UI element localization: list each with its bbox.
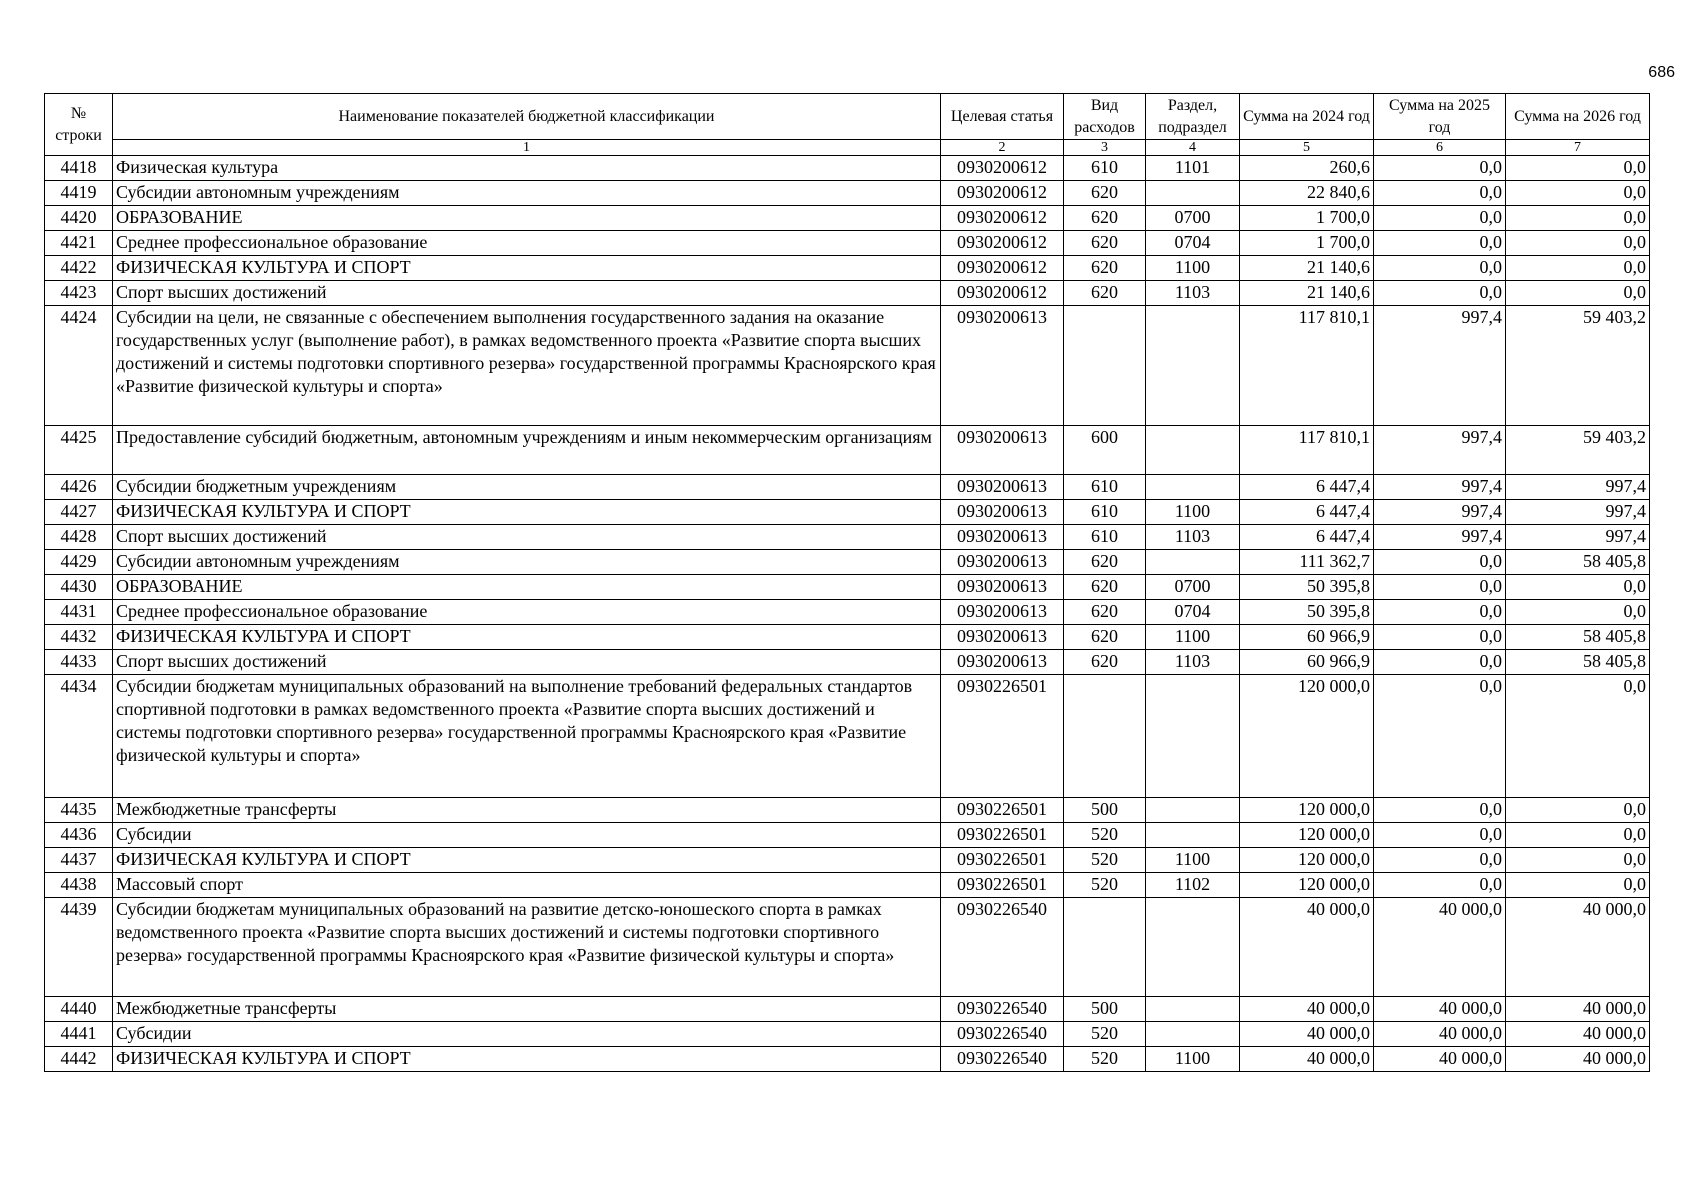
row-target-code: 0930200612 [941, 206, 1064, 231]
row-target-code: 0930226540 [941, 997, 1064, 1022]
header-target: Целевая статья [941, 94, 1064, 140]
table-row [45, 848, 1650, 873]
column-numbers-row [45, 140, 1650, 156]
row-expense-type: 620 [1064, 181, 1146, 206]
row-name: Спорт высших достижений [113, 650, 941, 675]
row-sum-2025: 0,0 [1374, 575, 1506, 600]
table-row [45, 1047, 1650, 1072]
row-sum-2024: 120 000,0 [1240, 798, 1374, 823]
row-name: Среднее профессиональное образование [113, 600, 941, 625]
table-row [45, 181, 1650, 206]
page-number: 686 [1648, 64, 1675, 81]
row-name: ФИЗИЧЕСКАЯ КУЛЬТУРА И СПОРТ [113, 500, 941, 525]
row-name: Субсидии бюджетным учреждениям [113, 475, 941, 500]
row-sum-2026: 0,0 [1506, 873, 1650, 898]
row-sum-2024: 1 700,0 [1240, 206, 1374, 231]
row-sum-2025: 0,0 [1374, 550, 1506, 575]
row-sum-2026: 0,0 [1506, 798, 1650, 823]
row-number: 4432 [45, 625, 113, 650]
row-name: Межбюджетные трансферты [113, 997, 941, 1022]
row-name: Субсидии на цели, не связанные с обеспечением выполнения государственного задания на оказание государственных услуг (выполнение работ), в рамках ведомственного проекта «Развитие спорта высших достижений и системы подготовки спортивного резерва» государственной программы Красноярского края «Развитие физической культуры и спорта» [113, 306, 941, 426]
row-expense-type: 620 [1064, 256, 1146, 281]
row-sum-2025: 0,0 [1374, 798, 1506, 823]
table-row [45, 675, 1650, 798]
row-section: 1103 [1146, 525, 1240, 550]
row-number: 4425 [45, 426, 113, 475]
row-number: 4434 [45, 675, 113, 798]
row-name: ФИЗИЧЕСКАЯ КУЛЬТУРА И СПОРТ [113, 1047, 941, 1072]
row-target-code: 0930200612 [941, 256, 1064, 281]
row-target-code: 0930226540 [941, 898, 1064, 997]
row-name: ФИЗИЧЕСКАЯ КУЛЬТУРА И СПОРТ [113, 256, 941, 281]
row-number: 4433 [45, 650, 113, 675]
row-target-code: 0930226540 [941, 1022, 1064, 1047]
header-row [45, 94, 1650, 140]
row-sum-2025: 0,0 [1374, 873, 1506, 898]
row-sum-2026: 0,0 [1506, 181, 1650, 206]
row-name: Субсидии [113, 1022, 941, 1047]
row-sum-2024: 120 000,0 [1240, 823, 1374, 848]
row-section: 0704 [1146, 231, 1240, 256]
table-row [45, 231, 1650, 256]
row-sum-2025: 0,0 [1374, 281, 1506, 306]
row-section [1146, 823, 1240, 848]
budget-table [44, 93, 1650, 1072]
table-row [45, 281, 1650, 306]
row-sum-2026: 0,0 [1506, 575, 1650, 600]
row-sum-2024: 120 000,0 [1240, 848, 1374, 873]
row-expense-type: 520 [1064, 873, 1146, 898]
row-section [1146, 550, 1240, 575]
row-expense-type: 620 [1064, 625, 1146, 650]
row-expense-type: 520 [1064, 1022, 1146, 1047]
row-sum-2025: 0,0 [1374, 675, 1506, 798]
row-number: 4420 [45, 206, 113, 231]
row-expense-type: 520 [1064, 1047, 1146, 1072]
row-sum-2025: 997,4 [1374, 426, 1506, 475]
column-number: 4 [1146, 140, 1240, 156]
table-row [45, 600, 1650, 625]
row-number: 4422 [45, 256, 113, 281]
row-number: 4435 [45, 798, 113, 823]
row-name: Среднее профессиональное образование [113, 231, 941, 256]
row-section: 1100 [1146, 500, 1240, 525]
row-sum-2026: 0,0 [1506, 281, 1650, 306]
row-sum-2026: 0,0 [1506, 206, 1650, 231]
row-name: Субсидии бюджетам муниципальных образований на развитие детско-юношеского спорта в рамках ведомственного проекта «Развитие спорта высших достижений и системы подготовки спортивного резерва» государственной программы Красноярского края «Развитие физической культуры и спорта» [113, 898, 941, 997]
table-row [45, 625, 1650, 650]
row-name: Спорт высших достижений [113, 281, 941, 306]
row-name: Массовый спорт [113, 873, 941, 898]
row-number: 4429 [45, 550, 113, 575]
row-sum-2025: 0,0 [1374, 181, 1506, 206]
row-target-code: 0930226501 [941, 873, 1064, 898]
row-sum-2024: 6 447,4 [1240, 525, 1374, 550]
row-sum-2025: 997,4 [1374, 500, 1506, 525]
row-sum-2024: 6 447,4 [1240, 475, 1374, 500]
row-sum-2024: 120 000,0 [1240, 873, 1374, 898]
table-row [45, 898, 1650, 997]
row-sum-2025: 0,0 [1374, 848, 1506, 873]
row-sum-2024: 120 000,0 [1240, 675, 1374, 798]
row-sum-2026: 0,0 [1506, 156, 1650, 181]
row-sum-2024: 21 140,6 [1240, 281, 1374, 306]
row-sum-2025: 0,0 [1374, 650, 1506, 675]
row-sum-2024: 117 810,1 [1240, 306, 1374, 426]
row-section [1146, 997, 1240, 1022]
row-sum-2024: 6 447,4 [1240, 500, 1374, 525]
row-target-code: 0930200613 [941, 525, 1064, 550]
row-number: 4426 [45, 475, 113, 500]
row-target-code: 0930226501 [941, 848, 1064, 873]
row-number: 4424 [45, 306, 113, 426]
row-sum-2025: 0,0 [1374, 625, 1506, 650]
row-sum-2026: 0,0 [1506, 231, 1650, 256]
row-name: ФИЗИЧЕСКАЯ КУЛЬТУРА И СПОРТ [113, 625, 941, 650]
row-target-code: 0930226501 [941, 675, 1064, 798]
row-expense-type: 610 [1064, 525, 1146, 550]
row-sum-2026: 58 405,8 [1506, 550, 1650, 575]
row-expense-type: 600 [1064, 426, 1146, 475]
row-sum-2024: 111 362,7 [1240, 550, 1374, 575]
header-num: № строки [45, 94, 113, 156]
row-number: 4439 [45, 898, 113, 997]
table-row [45, 997, 1650, 1022]
row-target-code: 0930200612 [941, 181, 1064, 206]
table-row [45, 256, 1650, 281]
table-row [45, 823, 1650, 848]
table-row [45, 650, 1650, 675]
table-row [45, 525, 1650, 550]
row-sum-2025: 40 000,0 [1374, 1022, 1506, 1047]
row-expense-type: 620 [1064, 650, 1146, 675]
row-sum-2026: 0,0 [1506, 256, 1650, 281]
table-row [45, 426, 1650, 475]
row-target-code: 0930200613 [941, 625, 1064, 650]
row-sum-2026: 40 000,0 [1506, 1022, 1650, 1047]
row-sum-2026: 0,0 [1506, 848, 1650, 873]
row-sum-2026: 59 403,2 [1506, 306, 1650, 426]
row-section [1146, 675, 1240, 798]
table-row [45, 156, 1650, 181]
table-row [45, 873, 1650, 898]
row-target-code: 0930200613 [941, 650, 1064, 675]
row-name: ФИЗИЧЕСКАЯ КУЛЬТУРА И СПОРТ [113, 848, 941, 873]
row-sum-2025: 0,0 [1374, 823, 1506, 848]
row-section: 1100 [1146, 1047, 1240, 1072]
row-target-code: 0930200613 [941, 550, 1064, 575]
row-number: 4437 [45, 848, 113, 873]
row-sum-2025: 40 000,0 [1374, 997, 1506, 1022]
header-vid: Вид расходов [1064, 94, 1146, 140]
row-number: 4436 [45, 823, 113, 848]
row-target-code: 0930200613 [941, 475, 1064, 500]
column-number: 1 [113, 140, 941, 156]
row-name: Предоставление субсидий бюджетным, автономным учреждениям и иным некоммерческим организациям [113, 426, 941, 475]
row-target-code: 0930200613 [941, 426, 1064, 475]
row-sum-2024: 40 000,0 [1240, 997, 1374, 1022]
row-number: 4423 [45, 281, 113, 306]
row-name: Межбюджетные трансферты [113, 798, 941, 823]
header-sum-2025: Сумма на 2025 год [1374, 94, 1506, 140]
row-name: ОБРАЗОВАНИЕ [113, 575, 941, 600]
table-row [45, 575, 1650, 600]
row-section [1146, 181, 1240, 206]
row-name: Субсидии [113, 823, 941, 848]
row-expense-type: 620 [1064, 550, 1146, 575]
row-section [1146, 1022, 1240, 1047]
row-target-code: 0930200612 [941, 281, 1064, 306]
row-sum-2025: 0,0 [1374, 156, 1506, 181]
row-expense-type: 520 [1064, 823, 1146, 848]
row-number: 4428 [45, 525, 113, 550]
row-expense-type: 500 [1064, 798, 1146, 823]
row-sum-2024: 60 966,9 [1240, 650, 1374, 675]
row-name: ОБРАЗОВАНИЕ [113, 206, 941, 231]
table-row [45, 500, 1650, 525]
row-sum-2026: 59 403,2 [1506, 426, 1650, 475]
row-sum-2025: 997,4 [1374, 306, 1506, 426]
row-number: 4419 [45, 181, 113, 206]
row-number: 4418 [45, 156, 113, 181]
row-sum-2024: 21 140,6 [1240, 256, 1374, 281]
row-sum-2026: 58 405,8 [1506, 650, 1650, 675]
row-name: Физическая культура [113, 156, 941, 181]
row-section: 1101 [1146, 156, 1240, 181]
row-expense-type [1064, 898, 1146, 997]
row-number: 4438 [45, 873, 113, 898]
row-sum-2026: 997,4 [1506, 500, 1650, 525]
row-expense-type: 610 [1064, 156, 1146, 181]
row-sum-2024: 40 000,0 [1240, 898, 1374, 997]
row-expense-type [1064, 306, 1146, 426]
column-number: 6 [1374, 140, 1506, 156]
table-row [45, 475, 1650, 500]
row-sum-2025: 0,0 [1374, 256, 1506, 281]
row-target-code: 0930200612 [941, 156, 1064, 181]
row-name: Субсидии бюджетам муниципальных образований на выполнение требований федеральных стандартов спортивной подготовки в рамках ведомственного проекта «Развитие спорта высших достижений и системы подготовки спортивного резерва» государственной программы Красноярского края «Развитие физической культуры и спорта» [113, 675, 941, 798]
row-expense-type: 610 [1064, 475, 1146, 500]
row-sum-2025: 0,0 [1374, 231, 1506, 256]
row-number: 4431 [45, 600, 113, 625]
row-sum-2025: 40 000,0 [1374, 898, 1506, 997]
row-target-code: 0930200613 [941, 600, 1064, 625]
row-section: 0704 [1146, 600, 1240, 625]
row-sum-2026: 58 405,8 [1506, 625, 1650, 650]
row-sum-2024: 40 000,0 [1240, 1047, 1374, 1072]
table-row [45, 206, 1650, 231]
row-sum-2024: 1 700,0 [1240, 231, 1374, 256]
header-sum-2026: Сумма на 2026 год [1506, 94, 1650, 140]
row-expense-type: 620 [1064, 600, 1146, 625]
row-section: 0700 [1146, 575, 1240, 600]
row-expense-type: 620 [1064, 575, 1146, 600]
row-sum-2026: 0,0 [1506, 675, 1650, 798]
row-target-code: 0930200613 [941, 500, 1064, 525]
row-expense-type: 610 [1064, 500, 1146, 525]
row-sum-2026: 997,4 [1506, 475, 1650, 500]
row-sum-2025: 0,0 [1374, 206, 1506, 231]
row-target-code: 0930226501 [941, 823, 1064, 848]
row-target-code: 0930226501 [941, 798, 1064, 823]
row-target-code: 0930200613 [941, 575, 1064, 600]
row-section [1146, 475, 1240, 500]
table-row [45, 550, 1650, 575]
row-number: 4442 [45, 1047, 113, 1072]
row-sum-2024: 50 395,8 [1240, 600, 1374, 625]
row-section: 1103 [1146, 650, 1240, 675]
row-expense-type: 500 [1064, 997, 1146, 1022]
row-sum-2026: 0,0 [1506, 600, 1650, 625]
column-number: 2 [941, 140, 1064, 156]
row-sum-2025: 40 000,0 [1374, 1047, 1506, 1072]
row-section [1146, 306, 1240, 426]
row-expense-type: 520 [1064, 848, 1146, 873]
row-expense-type: 620 [1064, 231, 1146, 256]
table-row [45, 798, 1650, 823]
table-row [45, 306, 1650, 426]
row-section: 1102 [1146, 873, 1240, 898]
row-section: 1100 [1146, 625, 1240, 650]
row-sum-2025: 997,4 [1374, 525, 1506, 550]
header-name: Наименование показателей бюджетной классификации [113, 94, 941, 140]
row-section: 1100 [1146, 256, 1240, 281]
row-sum-2024: 22 840,6 [1240, 181, 1374, 206]
row-sum-2024: 40 000,0 [1240, 1022, 1374, 1047]
row-section [1146, 798, 1240, 823]
row-number: 4440 [45, 997, 113, 1022]
row-sum-2025: 0,0 [1374, 600, 1506, 625]
column-number: 7 [1506, 140, 1650, 156]
row-name: Спорт высших достижений [113, 525, 941, 550]
row-sum-2026: 40 000,0 [1506, 997, 1650, 1022]
row-sum-2026: 40 000,0 [1506, 1047, 1650, 1072]
row-target-code: 0930226540 [941, 1047, 1064, 1072]
header-sum-2024: Сумма на 2024 год [1240, 94, 1374, 140]
row-section: 1100 [1146, 848, 1240, 873]
row-number: 4430 [45, 575, 113, 600]
row-section [1146, 426, 1240, 475]
row-sum-2024: 50 395,8 [1240, 575, 1374, 600]
row-sum-2024: 260,6 [1240, 156, 1374, 181]
row-expense-type [1064, 675, 1146, 798]
row-section [1146, 898, 1240, 997]
row-sum-2025: 997,4 [1374, 475, 1506, 500]
row-section: 0700 [1146, 206, 1240, 231]
row-sum-2024: 117 810,1 [1240, 426, 1374, 475]
row-section: 1103 [1146, 281, 1240, 306]
row-name: Субсидии автономным учреждениям [113, 181, 941, 206]
column-number: 5 [1240, 140, 1374, 156]
column-number: 3 [1064, 140, 1146, 156]
row-target-code: 0930200613 [941, 306, 1064, 426]
row-expense-type: 620 [1064, 206, 1146, 231]
row-number: 4421 [45, 231, 113, 256]
row-sum-2026: 40 000,0 [1506, 898, 1650, 997]
row-sum-2024: 60 966,9 [1240, 625, 1374, 650]
row-target-code: 0930200612 [941, 231, 1064, 256]
row-name: Субсидии автономным учреждениям [113, 550, 941, 575]
table-row [45, 1022, 1650, 1047]
row-number: 4427 [45, 500, 113, 525]
row-expense-type: 620 [1064, 281, 1146, 306]
header-razdel: Раздел, подраздел [1146, 94, 1240, 140]
row-sum-2026: 997,4 [1506, 525, 1650, 550]
row-sum-2026: 0,0 [1506, 823, 1650, 848]
row-number: 4441 [45, 1022, 113, 1047]
